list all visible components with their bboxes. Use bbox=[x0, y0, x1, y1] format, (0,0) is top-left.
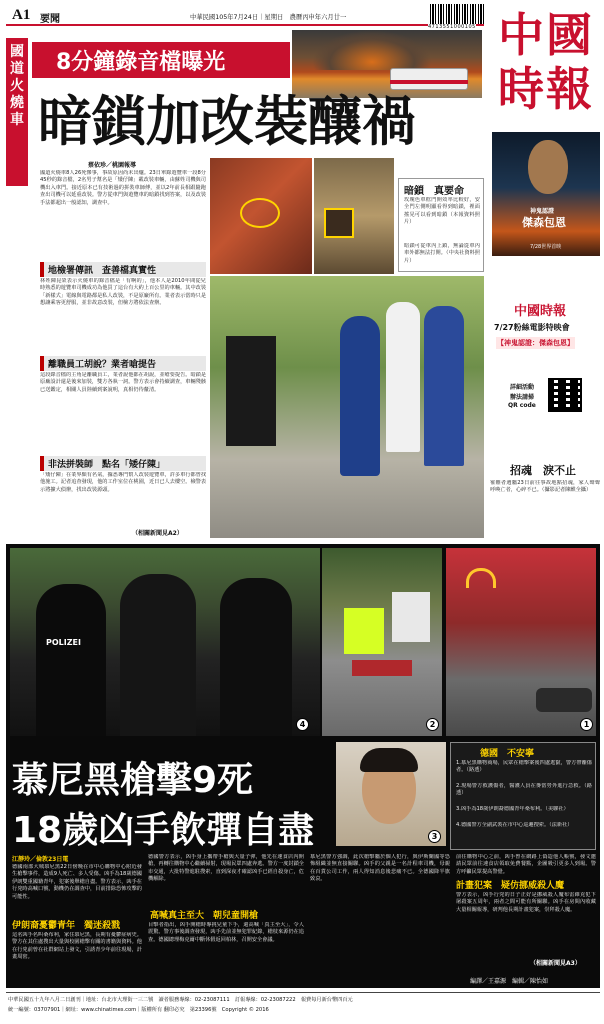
lock-box-item-1: 玫塊色車框門開效率比較好，安全門左側明顯看得到暗鎖，裡面搖晃可以看到暗鎖（本報資料照片） bbox=[404, 197, 480, 226]
lock-highlight bbox=[240, 198, 280, 228]
figure-2 bbox=[340, 316, 380, 476]
ad-brand: 中國時報 bbox=[514, 304, 567, 319]
responder-2 bbox=[392, 592, 430, 642]
photo-number-3: 3 bbox=[428, 830, 441, 843]
lock-box-title: 暗鎖 真要命 bbox=[404, 186, 464, 197]
bus-shape bbox=[390, 68, 468, 90]
police-photo bbox=[10, 548, 320, 736]
munich-credit: 編譯／王嘉源 編輯／陳怡如 bbox=[470, 978, 549, 985]
munich-continued: （相關新聞見A3） bbox=[530, 960, 581, 967]
movie-label: 神鬼認證 bbox=[530, 208, 555, 215]
germany-item-2: 2.現場警方救護傷者，醫護人員在麥當勞外進行急救。（路透） bbox=[456, 783, 592, 797]
munich-col-3: 慕尼黑警方強調，此次槍擊屬於個人犯行，與伊斯蘭國等恐怖組織並無直接關聯。凶手的父親是一名計程車司機，母親在百貨公司工作，兩人得知消息後悲痛不已。全德國降半旗致哀。 bbox=[310, 854, 450, 883]
footer-line-2: 統一編號：03707901｜網址：www.chinatimes.com｜版權所有 翻印必究 第23396號 Copyright © 2016 bbox=[8, 1007, 269, 1013]
mourning-photo bbox=[210, 276, 484, 538]
movie-poster bbox=[492, 132, 600, 256]
munich-col1-subhead: 伊朗裔憂鬱青年 獨迷殺戮 bbox=[12, 921, 121, 931]
munich-col-4b: 警方表示，凶手行兇的日子正好是挪威殺人魔布雷維克犯下屠殺案五周年，兩者之間可能有所關聯。凶手在房間內收藏大量相關報導，研判他長期計畫犯案，崇拜殺人魔。 bbox=[456, 892, 596, 913]
footer-rule bbox=[6, 992, 600, 993]
lock-detail bbox=[324, 208, 354, 238]
munich-byline: 江靜玲／倫敦23日電 bbox=[12, 856, 69, 863]
door-lock-photo-1 bbox=[210, 158, 312, 274]
germany-item-3: 3.凶手為18歲伊朗裔德國青年桑布利。（美聯社） bbox=[456, 806, 569, 812]
victim bbox=[352, 660, 412, 676]
ad-event: 7/27粉絲電影特映會 bbox=[494, 323, 570, 332]
mcdonalds-photo bbox=[446, 548, 596, 736]
responder-1 bbox=[344, 608, 384, 654]
side-tag-text: 國道火燒車 bbox=[10, 44, 24, 128]
subhead-1: 地檢署傳訊 查善檔真實性 bbox=[40, 262, 206, 277]
subhead-2: 離職員工胡說？業者嗆提告 bbox=[40, 356, 206, 371]
issue-date: 中華民國105年7月24日｜星期日 農曆丙申年六月廿一 bbox=[190, 14, 347, 21]
lead-body-3: 這段錄音檔的主角是離職員工，業者說他都在胡說，並嗆要提告。暗鎖是原廠設計還是後來加裝，雙方各執一詞。警方表示會持續調查，車輛殘骸已送鑑定，相關人員陸續到案說明，真相仍待釐清。 bbox=[40, 372, 206, 393]
missing-title: 招魂 淚不止 bbox=[510, 464, 576, 477]
bus-fire-photo bbox=[292, 30, 482, 98]
munich-col-1: 德國南部大城慕尼黑22日傍晚在市中心購物中心附近發生槍擊事件，造成9人死亡、多人受傷。凶手為18歲德國伊朗雙重國籍青年，犯案後舉槍自盡。警方表示，凶手在行兇時高喊口號，動機仍在調查中，目前排除恐怖攻擊的可能性。 bbox=[12, 864, 142, 900]
lead-body-1: 國道火燒車8人26死慘事，事故原因尚未出爐。23日單錄遊覽車一段8分45秒的錄音檔，2名男子幫名是「矮仔陳」載改裝車輛，由蘇姓司機與司機出入車門。接近原本已有技術過的拼裝車師傅，並以2年前長相跟隨跑查出司機可以延重改裝。警方從車門與遊覽車的暗鎖找到答案，以及改裝手法都超出一般認知，調查中。 bbox=[40, 170, 206, 206]
footer-line-1: 中華民國五十九年八月二日創刊｜地址：台北市大理街一三二號 讀者服務專線：02-23087111 訂報專線：02-23087222 報費每月新台幣四百元 bbox=[8, 997, 353, 1003]
actor-face bbox=[528, 140, 568, 194]
parked-car bbox=[536, 688, 592, 712]
golden-arch bbox=[466, 568, 496, 588]
missing-caption: 罹難者遺屬23日前往事故地點招魂，家人聲聲呼喚亡者，心碎不已。（攝影記者陳麒全攝） bbox=[490, 480, 600, 494]
qr-text-1: 詳細活動 bbox=[510, 384, 535, 391]
gunman-hair bbox=[360, 748, 418, 772]
figure-3 bbox=[386, 302, 420, 452]
munich-col4-subhead: 計畫犯案 疑仿挪威殺人魔 bbox=[456, 881, 565, 891]
top-rule bbox=[6, 24, 484, 26]
lead-continued: （相關新聞見A2） bbox=[132, 530, 183, 537]
officer-3 bbox=[220, 578, 292, 736]
photo-number-2: 2 bbox=[426, 718, 439, 731]
police-label: POLIZEI bbox=[46, 638, 81, 647]
munich-col-2: 德國警方表示，凶手身上攜帶手槍與大量子彈，他先在速食店內開槍，再轉往購物中心繼續掃射，現場民眾四處奔逃。警方一度封鎖全市交通，大批特警進駐搜索，直到深夜才確認凶手已經自殺身亡，危機解除。 bbox=[148, 854, 304, 883]
qr-text-3: QR code bbox=[508, 402, 536, 409]
munich-headline-1: 慕尼黑槍擊9死 bbox=[12, 760, 254, 801]
movie-title: 傑森包恩 bbox=[522, 216, 566, 229]
qr-text-2: 辦法請掃 bbox=[510, 394, 535, 401]
door-lock-photo-2 bbox=[314, 158, 394, 274]
subhead-3: 非法拼裝師 點名「矮仔陳」 bbox=[40, 456, 206, 471]
officer-2 bbox=[120, 574, 196, 736]
barcode bbox=[430, 4, 484, 24]
officer-1 bbox=[36, 584, 106, 736]
munich-headline-2: 18歲凶手飲彈自盡 bbox=[12, 810, 315, 851]
page-number: A1 bbox=[12, 7, 31, 23]
figure-4 bbox=[424, 306, 464, 466]
smoke bbox=[312, 30, 432, 70]
photo-number-4: 4 bbox=[296, 718, 309, 731]
lead-byline: 蔡依珍／桃園報導 bbox=[88, 162, 137, 169]
lead-body-2: 林姓陳昆榮表示火燒車的錄音檔是「有啊的」，他本人是2010年間從兒時熟悉的遊覽車司機成功為他買了這台有大約上百公里的車輛。其中改裝「新樣式」電線與電路都是私人改裝，不是原廠所有。業者表示當時只是想讓乘客更舒服，並非故意改裝，但檢方將依法查辦。 bbox=[40, 278, 206, 307]
lock-box-item-2: 暗鎖可從車內上鎖，無論從車內車外都無法打開。（中央社資料照片） bbox=[404, 243, 480, 264]
ad-film: 【神鬼認證：傑森包恩】 bbox=[497, 339, 574, 347]
qr-code[interactable] bbox=[548, 378, 582, 412]
lead-body-4: 「矮仔陳」在業界頗有名氣，據悉專門幫人改裝遊覽車，許多車行都曾找他施工。記者追查發現，他的工作室位在桃園，近日已人去樓空。檢警表示將擴大偵辦，找出改裝源頭。 bbox=[40, 472, 206, 493]
lead-headline: 暗鎖加改裝釀禍 bbox=[38, 90, 416, 153]
movie-date: 7/28世界首映 bbox=[530, 244, 562, 250]
bus-stripe bbox=[390, 80, 468, 84]
munich-col-1b: 這名凶手名叫桑布利，家住慕尼黑，長期有憂鬱症病史。警方在其住處搜出大量與校園槍擊有關的書籍與資料。他在行兇前曾在社群網站上發文，引誘青少年前往現場，計畫周密。 bbox=[12, 932, 142, 961]
section-label: 要聞 bbox=[40, 14, 60, 25]
victim-photo bbox=[322, 548, 442, 736]
masthead-logo: 中國時報 bbox=[498, 8, 594, 116]
barcode-number: 4713551000105 bbox=[428, 24, 476, 30]
germany-item-4: 4.德國警方全副武裝在市中心巡邏搜索。（法新社） bbox=[456, 822, 573, 828]
munich-col-4: 前往購物中心之前，凶手曾在網路上偽造他人帳號，發文邀請民眾前往速食店領取免費餐點，企圖吸引更多人到場。警方呼籲民眾提高警覺。 bbox=[456, 854, 596, 875]
munich-col2-subhead: 高喊真主至大 朝兒童開槍 bbox=[150, 911, 259, 921]
figure-1 bbox=[226, 336, 276, 446]
photo-number-1: 1 bbox=[580, 718, 593, 731]
munich-col-2b: 目擊者指出，凶手開槍時專挑兒童下手，還高喊「真主至大」，令人震驚。警方事後調查發現，凶手先前並無犯罪紀錄，槍枝來源仍在追查。德國總理梅克爾中斷休假返回柏林，召開安全會議。 bbox=[148, 922, 304, 943]
lead-kicker: 8分鐘錄音檔曝光 bbox=[56, 50, 226, 75]
side-tag bbox=[6, 38, 28, 186]
germany-item-1: 1.慕尼黑購物商場，民眾在槍擊案後四處逃竄，警方帶離傷者。（路透） bbox=[456, 760, 592, 774]
germany-box-title: 德國 不安寧 bbox=[480, 749, 535, 759]
